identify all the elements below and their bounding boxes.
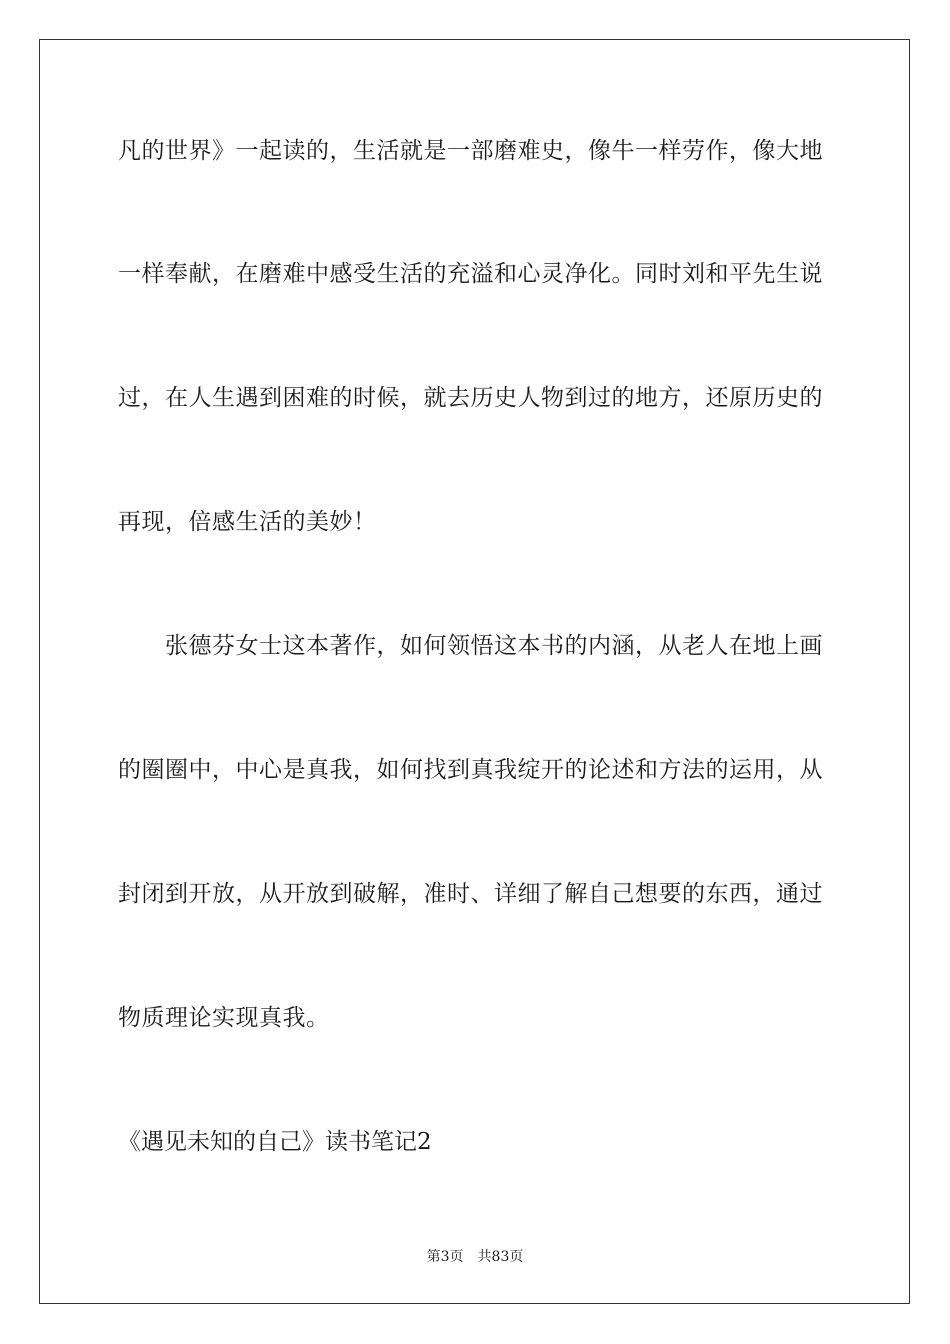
- body-line-4: 再现，倍感生活的美妙！: [118, 509, 377, 535]
- body-line-1: 凡的世界》一起读的，生活就是一部磨难史，像牛一样劳作，像大地: [118, 138, 823, 164]
- body-line-2: 一样奉献，在磨难中感受生活的充溢和心灵净化。同时刘和平先生说: [118, 261, 823, 287]
- page-number: 第3页: [426, 1249, 464, 1265]
- page-border: [39, 39, 910, 1304]
- body-line-8: 物质理论实现真我。: [118, 1005, 330, 1031]
- body-line-7: 封闭到开放，从开放到破解，准时、详细了解自己想要的东西，通过: [118, 881, 823, 907]
- body-line-6: 的圈圈中，中心是真我，如何找到真我绽开的论述和方法的运用，从: [118, 757, 823, 783]
- page-total: 共83页: [477, 1249, 524, 1265]
- section-title: 《遇见未知的自己》读书笔记2: [118, 1129, 432, 1155]
- body-line-5-paragraph-start: 张德芬女士这本著作，如何领悟这本书的内涵，从老人在地上画: [165, 633, 823, 659]
- page-footer: [0, 1248, 950, 1266]
- body-line-3: 过，在人生遇到困难的时候，就去历史人物到过的地方，还原历史的: [118, 385, 823, 411]
